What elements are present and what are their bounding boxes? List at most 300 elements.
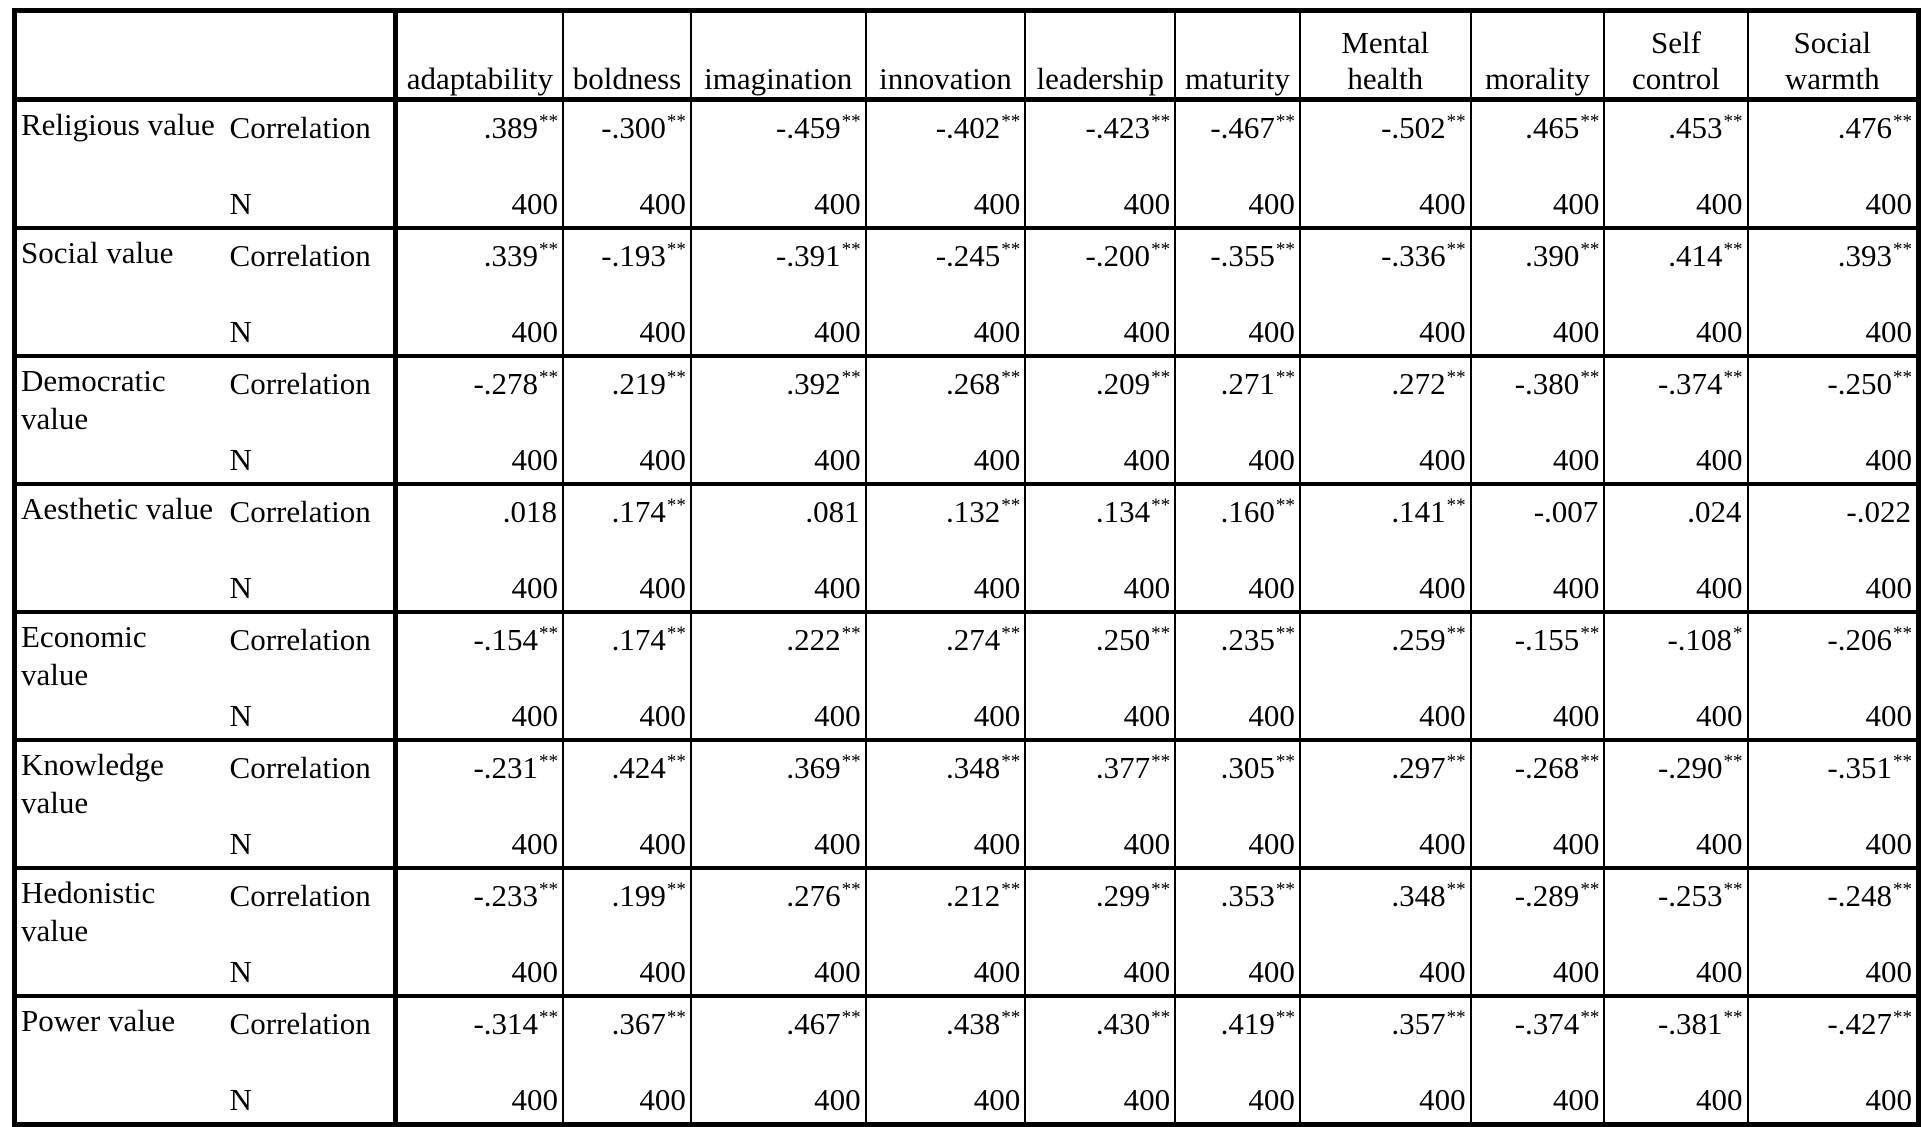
row-statistic-label: N [229, 698, 252, 733]
significance-marker: ** [666, 366, 686, 388]
n-value-cell: 400 [1025, 1064, 1175, 1125]
correlation-cell [1471, 996, 1605, 1064]
correlation-cell [1471, 868, 1605, 936]
correlation-value: -.245 [935, 238, 1001, 273]
significance-marker: ** [1580, 1006, 1600, 1028]
correlation-value: -.233 [473, 878, 539, 913]
significance-marker: ** [1275, 110, 1295, 132]
correlation-cell [1604, 228, 1747, 296]
correlation-value: .438 [946, 1006, 1001, 1041]
correlation-value: -.250 [1827, 366, 1892, 401]
correlation-cell [866, 228, 1026, 296]
correlation-value: -.200 [1085, 238, 1151, 273]
correlation-cell [1471, 740, 1605, 808]
n-value-cell: 400 [395, 552, 563, 612]
correlation-value: .024 [1687, 494, 1742, 529]
correlation-value: -.459 [776, 110, 841, 145]
row-statistic-label: Correlation [226, 484, 396, 552]
n-value-cell: 400 [563, 168, 691, 228]
correlation-cell [1604, 868, 1747, 936]
n-value-cell: 400 [563, 424, 691, 484]
correlation-cell [395, 612, 563, 680]
header-stub-variable [15, 11, 226, 100]
correlation-value: .430 [1095, 1006, 1151, 1041]
significance-marker: ** [1275, 878, 1295, 900]
table-row-n [15, 296, 1919, 356]
n-value-cell: 400 [1748, 936, 1919, 996]
correlation-value: .377 [1095, 750, 1151, 785]
row-statistic-label: N [229, 186, 252, 221]
row-statistic-label: Correlation [226, 356, 396, 424]
significance-marker: ** [1446, 238, 1466, 260]
n-value-cell: 400 [1748, 680, 1919, 740]
table-row-n [15, 552, 1919, 612]
n-value-cell: 400 [1175, 424, 1300, 484]
correlation-cell [563, 996, 691, 1064]
correlation-cell [1025, 100, 1175, 169]
n-value-cell: 400 [1748, 1064, 1919, 1125]
column-header: Social warmth [1748, 11, 1919, 100]
n-value-cell: 400 [1175, 296, 1300, 356]
correlation-value: .299 [1095, 878, 1151, 913]
n-value-cell: 400 [1025, 680, 1175, 740]
correlation-value: .250 [1095, 622, 1151, 657]
correlation-cell [563, 484, 691, 552]
n-value-cell: 400 [1471, 936, 1605, 996]
correlation-value: .209 [1095, 366, 1151, 401]
significance-marker: ** [539, 238, 559, 260]
significance-marker: ** [1151, 878, 1171, 900]
correlation-value: -.268 [1514, 750, 1580, 785]
significance-marker: ** [1151, 110, 1171, 132]
n-value-cell: 400 [691, 424, 866, 484]
correlation-cell [1604, 996, 1747, 1064]
correlation-table-container [12, 8, 1921, 1127]
correlation-cell [395, 868, 563, 936]
correlation-value: .305 [1220, 750, 1275, 785]
n-value-cell: 400 [1300, 680, 1471, 740]
correlation-value: -.374 [1657, 366, 1723, 401]
n-value-cell: 400 [395, 680, 563, 740]
significance-marker: ** [1151, 1006, 1171, 1028]
n-value-cell: 400 [866, 680, 1026, 740]
correlation-value: .199 [611, 878, 666, 913]
correlation-value: .389 [483, 110, 539, 145]
n-value-cell: 400 [563, 1064, 691, 1125]
table-row-correlation [15, 228, 1919, 296]
n-value-cell: 400 [1604, 680, 1747, 740]
correlation-cell [1025, 868, 1175, 936]
correlation-value: -.336 [1381, 238, 1446, 273]
correlation-value: -.108 [1667, 622, 1733, 657]
n-value-cell: 400 [1471, 424, 1605, 484]
correlation-cell [1175, 356, 1300, 424]
n-value-cell: 400 [866, 936, 1026, 996]
significance-marker: ** [1446, 1006, 1466, 1028]
table-row-n [15, 1064, 1919, 1125]
significance-marker: ** [1275, 750, 1295, 772]
correlation-value: -.467 [1210, 110, 1275, 145]
correlation-value: -.289 [1514, 878, 1580, 913]
correlation-cell [1175, 868, 1300, 936]
n-value-cell: 400 [395, 424, 563, 484]
significance-marker: * [1733, 622, 1743, 644]
n-value-cell: 400 [1604, 296, 1747, 356]
significance-marker: ** [1001, 238, 1021, 260]
significance-marker: ** [1580, 238, 1600, 260]
correlation-value: -.351 [1827, 750, 1892, 785]
correlation-cell [563, 228, 691, 296]
correlation-cell [1025, 484, 1175, 552]
column-header: boldness [563, 11, 691, 100]
n-value-cell: 400 [866, 808, 1026, 868]
correlation-cell [1300, 996, 1471, 1064]
correlation-cell [1604, 484, 1747, 552]
significance-marker: ** [1446, 494, 1466, 516]
significance-marker: ** [1151, 494, 1171, 516]
significance-marker: ** [841, 622, 861, 644]
correlation-cell [1748, 996, 1919, 1064]
correlation-value: .174 [611, 622, 666, 657]
row-variable-label: Religious value [15, 100, 226, 229]
column-header: leadership [1025, 11, 1175, 100]
correlation-value: -.300 [601, 110, 666, 145]
correlation-cell [1471, 100, 1605, 169]
n-value-cell: 400 [1300, 1064, 1471, 1125]
n-value-cell: 400 [563, 808, 691, 868]
n-value-cell: 400 [563, 296, 691, 356]
correlation-value: -.193 [601, 238, 666, 273]
row-variable-label: Hedonistic value [15, 868, 226, 996]
correlation-value: .348 [1391, 878, 1446, 913]
correlation-value: .476 [1837, 110, 1892, 145]
correlation-value: -.402 [935, 110, 1001, 145]
correlation-cell [1748, 484, 1919, 552]
correlation-value: .348 [946, 750, 1001, 785]
correlation-cell [866, 484, 1026, 552]
correlation-cell [1025, 612, 1175, 680]
column-header: innovation [866, 11, 1026, 100]
significance-marker: ** [666, 750, 686, 772]
significance-marker: ** [1893, 110, 1912, 132]
n-value-cell: 400 [1025, 808, 1175, 868]
significance-marker: ** [1580, 622, 1600, 644]
n-value-cell: 400 [866, 1064, 1026, 1125]
correlation-cell [1748, 228, 1919, 296]
correlation-cell [1471, 484, 1605, 552]
table-row-correlation [15, 740, 1919, 808]
column-header: morality [1471, 11, 1605, 100]
row-statistic-label: N [229, 1082, 252, 1117]
correlation-value: -.206 [1827, 622, 1892, 657]
significance-marker: ** [1893, 238, 1912, 260]
significance-marker: ** [1275, 494, 1295, 516]
correlation-value: .219 [611, 366, 666, 401]
n-value-cell: 400 [563, 552, 691, 612]
n-value-cell: 400 [866, 168, 1026, 228]
correlation-cell [1748, 740, 1919, 808]
row-statistic-label: N [229, 826, 252, 861]
significance-marker: ** [1001, 494, 1021, 516]
correlation-cell [395, 484, 563, 552]
correlation-value: -.248 [1827, 878, 1892, 913]
n-value-cell: 400 [691, 1064, 866, 1125]
significance-marker: ** [1723, 110, 1743, 132]
n-value-cell: 400 [1025, 424, 1175, 484]
n-value-cell: 400 [691, 552, 866, 612]
significance-marker: ** [841, 238, 861, 260]
correlation-cell [1471, 612, 1605, 680]
n-value-cell: 400 [1471, 680, 1605, 740]
header-stub-statistic [226, 11, 396, 100]
correlation-cell [1300, 100, 1471, 169]
correlation-cell [691, 996, 866, 1064]
correlation-value: -.253 [1657, 878, 1723, 913]
correlation-cell [1300, 356, 1471, 424]
correlation-cell [691, 740, 866, 808]
correlation-cell [691, 228, 866, 296]
n-value-cell: 400 [1175, 552, 1300, 612]
row-statistic-label: Correlation [226, 228, 396, 296]
n-value-cell: 400 [1025, 168, 1175, 228]
correlation-value: -.278 [473, 366, 539, 401]
n-value-cell: 400 [1300, 424, 1471, 484]
correlation-cell [1748, 100, 1919, 169]
column-header: imagination [691, 11, 866, 100]
row-statistic-label: N [229, 570, 252, 605]
correlation-cell [691, 868, 866, 936]
row-variable-label: Knowledge value [15, 740, 226, 868]
significance-marker: ** [1723, 878, 1743, 900]
row-variable-label: Power value [15, 996, 226, 1125]
significance-marker: ** [666, 238, 686, 260]
table-row-correlation [15, 612, 1919, 680]
correlation-value: .160 [1220, 494, 1275, 529]
correlation-cell [1471, 228, 1605, 296]
significance-marker: ** [1893, 622, 1912, 644]
n-value-cell: 400 [691, 168, 866, 228]
n-value-cell: 400 [1025, 936, 1175, 996]
significance-marker: ** [1446, 366, 1466, 388]
n-value-cell: 400 [1025, 296, 1175, 356]
n-value-cell: 400 [1300, 168, 1471, 228]
significance-marker: ** [1893, 1006, 1912, 1028]
n-value-cell: 400 [866, 424, 1026, 484]
column-header: maturity [1175, 11, 1300, 100]
correlation-cell [563, 868, 691, 936]
correlation-cell [1300, 868, 1471, 936]
correlation-value: -.154 [473, 622, 539, 657]
table-row-correlation [15, 484, 1919, 552]
correlation-value: .212 [946, 878, 1001, 913]
correlation-table [12, 8, 1921, 1127]
significance-marker: ** [539, 622, 559, 644]
correlation-value: .419 [1220, 1006, 1275, 1041]
significance-marker: ** [1446, 110, 1466, 132]
correlation-cell [395, 996, 563, 1064]
correlation-value: -.022 [1846, 494, 1911, 529]
row-statistic-label: N [229, 314, 252, 349]
correlation-cell [395, 228, 563, 296]
column-header: adaptability [395, 11, 563, 100]
correlation-cell [1604, 100, 1747, 169]
correlation-value: .272 [1391, 366, 1446, 401]
significance-marker: ** [1723, 1006, 1743, 1028]
significance-marker: ** [1151, 622, 1171, 644]
table-row-correlation [15, 868, 1919, 936]
significance-marker: ** [1723, 750, 1743, 772]
correlation-cell [866, 612, 1026, 680]
n-value-cell: 400 [1175, 808, 1300, 868]
correlation-cell [1471, 356, 1605, 424]
n-value-cell: 400 [1471, 552, 1605, 612]
correlation-cell [866, 100, 1026, 169]
correlation-cell [1025, 996, 1175, 1064]
significance-marker: ** [841, 1006, 861, 1028]
correlation-cell [866, 868, 1026, 936]
correlation-cell [395, 740, 563, 808]
significance-marker: ** [666, 622, 686, 644]
n-value-cell: 400 [1604, 1064, 1747, 1125]
significance-marker: ** [1723, 366, 1743, 388]
correlation-value: .424 [611, 750, 666, 785]
correlation-cell [691, 356, 866, 424]
correlation-cell [395, 100, 563, 169]
correlation-value: .081 [805, 494, 860, 529]
correlation-value: -.374 [1514, 1006, 1580, 1041]
header-row [15, 11, 1919, 100]
n-value-cell: 400 [1471, 296, 1605, 356]
correlation-value: .268 [946, 366, 1001, 401]
correlation-cell [1748, 868, 1919, 936]
correlation-cell [1604, 612, 1747, 680]
correlation-value: .259 [1391, 622, 1446, 657]
n-value-cell: 400 [866, 296, 1026, 356]
correlation-value: .297 [1391, 750, 1446, 785]
correlation-value: .018 [502, 494, 558, 529]
significance-marker: ** [666, 110, 686, 132]
row-variable-label: Aesthetic value [15, 484, 226, 612]
row-variable-label: Social value [15, 228, 226, 356]
row-statistic-label: Correlation [226, 740, 396, 808]
n-value-cell: 400 [1025, 552, 1175, 612]
n-value-cell: 400 [1748, 808, 1919, 868]
column-header: Self control [1604, 11, 1747, 100]
correlation-value: -.231 [473, 750, 539, 785]
n-value-cell: 400 [691, 808, 866, 868]
significance-marker: ** [841, 366, 861, 388]
correlation-cell [1300, 484, 1471, 552]
correlation-cell [866, 996, 1026, 1064]
table-row-n [15, 680, 1919, 740]
correlation-cell [1604, 740, 1747, 808]
n-value-cell: 400 [1175, 168, 1300, 228]
correlation-cell [1175, 740, 1300, 808]
correlation-cell [563, 356, 691, 424]
n-value-cell: 400 [395, 1064, 563, 1125]
n-value-cell: 400 [1300, 808, 1471, 868]
significance-marker: ** [1151, 366, 1171, 388]
significance-marker: ** [1001, 750, 1021, 772]
n-value-cell: 400 [1471, 1064, 1605, 1125]
correlation-cell [691, 612, 866, 680]
correlation-value: .274 [946, 622, 1001, 657]
correlation-cell [1748, 356, 1919, 424]
n-value-cell: 400 [1604, 936, 1747, 996]
table-row-correlation [15, 996, 1919, 1064]
significance-marker: ** [539, 366, 559, 388]
n-value-cell: 400 [563, 680, 691, 740]
n-value-cell: 400 [1604, 168, 1747, 228]
correlation-cell [1025, 228, 1175, 296]
significance-marker: ** [1580, 750, 1600, 772]
significance-marker: ** [1001, 110, 1021, 132]
n-value-cell: 400 [395, 808, 563, 868]
correlation-value: .369 [786, 750, 841, 785]
significance-marker: ** [666, 1006, 686, 1028]
significance-marker: ** [1893, 878, 1912, 900]
row-statistic-label: Correlation [226, 868, 396, 936]
table-row-n [15, 808, 1919, 868]
correlation-value: -.155 [1514, 622, 1580, 657]
n-value-cell: 400 [691, 296, 866, 356]
table-row-correlation [15, 100, 1919, 169]
correlation-value: -.427 [1827, 1006, 1892, 1041]
n-value-cell: 400 [866, 552, 1026, 612]
table-row-n [15, 168, 1919, 228]
table-row-correlation [15, 356, 1919, 424]
correlation-cell [1175, 228, 1300, 296]
correlation-value: .393 [1837, 238, 1892, 273]
correlation-value: .271 [1220, 366, 1275, 401]
table-body [15, 100, 1919, 1125]
correlation-cell [563, 100, 691, 169]
n-value-cell: 400 [395, 936, 563, 996]
correlation-cell [1748, 612, 1919, 680]
correlation-value: .134 [1095, 494, 1151, 529]
correlation-cell [1025, 740, 1175, 808]
n-value-cell: 400 [1175, 1064, 1300, 1125]
n-value-cell: 400 [1175, 680, 1300, 740]
significance-marker: ** [1446, 622, 1466, 644]
n-value-cell: 400 [395, 296, 563, 356]
correlation-cell [691, 484, 866, 552]
significance-marker: ** [1723, 238, 1743, 260]
correlation-cell [691, 100, 866, 169]
significance-marker: ** [539, 110, 559, 132]
correlation-value: -.355 [1210, 238, 1275, 273]
correlation-cell [563, 740, 691, 808]
table-row-n [15, 936, 1919, 996]
significance-marker: ** [1580, 366, 1600, 388]
row-statistic-label: N [229, 954, 252, 989]
n-value-cell: 400 [1300, 552, 1471, 612]
correlation-value: .276 [786, 878, 841, 913]
significance-marker: ** [841, 750, 861, 772]
n-value-cell: 400 [1748, 424, 1919, 484]
correlation-cell [1175, 484, 1300, 552]
correlation-value: -.290 [1657, 750, 1723, 785]
correlation-cell [1175, 612, 1300, 680]
significance-marker: ** [539, 750, 559, 772]
significance-marker: ** [1001, 878, 1021, 900]
correlation-value: .453 [1668, 110, 1723, 145]
correlation-value: -.423 [1085, 110, 1151, 145]
significance-marker: ** [666, 878, 686, 900]
row-variable-label: Economic value [15, 612, 226, 740]
significance-marker: ** [539, 878, 559, 900]
n-value-cell: 400 [395, 168, 563, 228]
